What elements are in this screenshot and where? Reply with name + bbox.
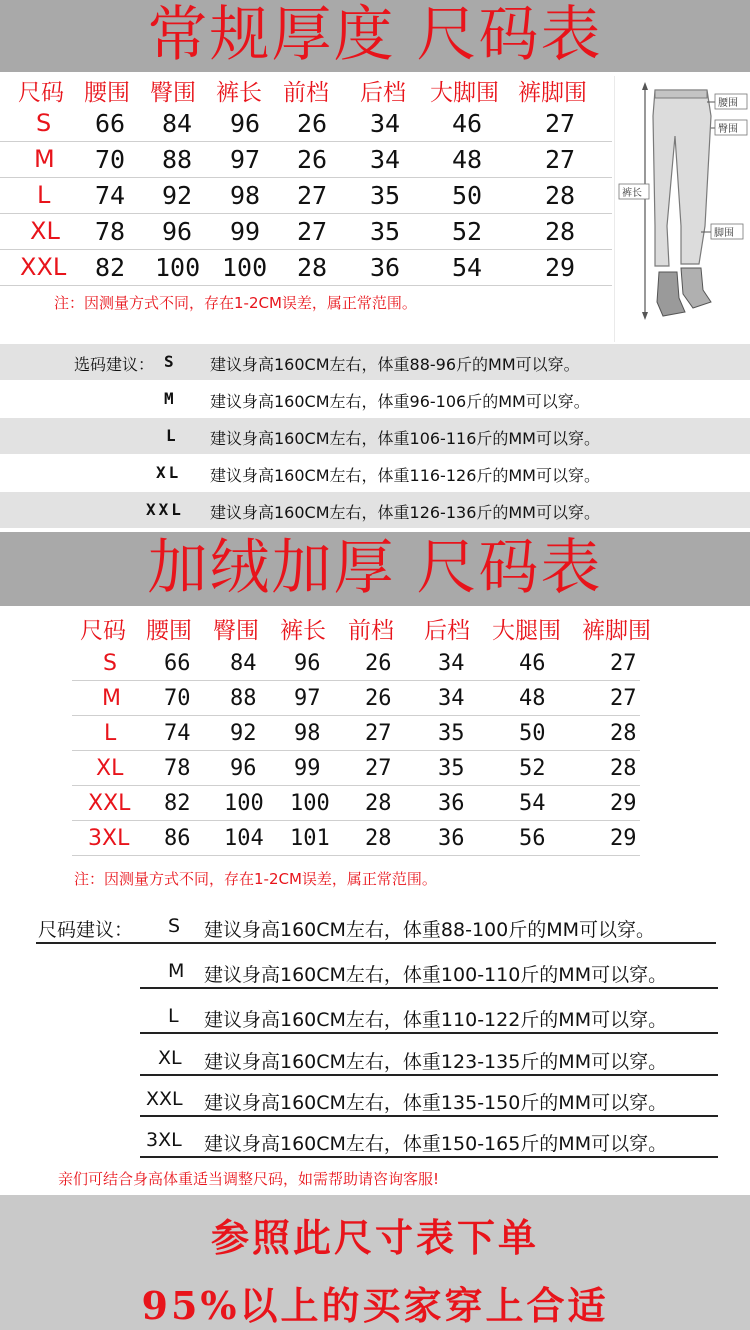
header-thigh: 大腿围	[492, 618, 561, 644]
header-front-rise: 前档	[348, 618, 394, 644]
row-size: XXL	[88, 791, 131, 816]
table-row	[72, 821, 640, 856]
cell: 35	[370, 217, 401, 246]
cell: 78	[95, 217, 126, 246]
cell: 54	[519, 791, 546, 816]
suggest-text: 建议身高160CM左右，体重88-96斤的MM可以穿。	[210, 355, 580, 374]
header-length: 裤长	[216, 80, 262, 106]
cell: 29	[610, 826, 637, 851]
cell: 34	[370, 109, 401, 138]
header-size: 尺码	[18, 80, 64, 106]
cell: 54	[452, 253, 483, 282]
header-size: 尺码	[80, 618, 126, 644]
cell: 29	[545, 253, 576, 282]
footer-line2: 95%以上的买家穿上合适	[141, 1283, 609, 1328]
suggestion-row	[0, 344, 750, 380]
suggest-size: S	[164, 352, 177, 371]
header-back-rise: 后档	[424, 618, 470, 644]
cell: 46	[452, 109, 483, 138]
row-size: 3XL	[88, 826, 130, 851]
cell: 29	[610, 791, 637, 816]
cell: 28	[365, 791, 392, 816]
suggest-text: 建议身高160CM左右，体重88-100斤的MM可以穿。	[204, 919, 656, 941]
cell: 96	[162, 217, 193, 246]
cell: 28	[610, 756, 637, 781]
suggestion-row	[0, 418, 750, 454]
row-size: L	[37, 181, 51, 209]
table-row	[72, 751, 640, 786]
table-row	[0, 178, 612, 214]
suggest-text: 建议身高160CM左右，体重100-110斤的MM可以穿。	[204, 964, 668, 986]
header-hip: 臀围	[150, 80, 196, 106]
cell: 34	[438, 651, 465, 676]
header-hem: 裤脚围	[518, 80, 587, 106]
diagram-label-length: 裤长	[622, 188, 642, 199]
cell: 100	[224, 791, 264, 816]
cell: 92	[162, 181, 193, 210]
cell: 27	[545, 145, 576, 174]
suggest-label: 尺码建议：	[38, 919, 134, 941]
suggestion-row	[0, 455, 750, 491]
cell: 50	[519, 721, 546, 746]
table-row	[72, 681, 640, 716]
cell: 82	[164, 791, 191, 816]
suggestion-row	[140, 998, 718, 1034]
suggest-size: XXL	[146, 1088, 183, 1110]
suggest-size: M	[164, 389, 177, 408]
footer-line1: 参照此尺寸表下单	[210, 1215, 539, 1260]
header-waist: 腰围	[84, 80, 130, 106]
cell: 27	[610, 651, 637, 676]
cell: 27	[365, 721, 392, 746]
cell: 36	[438, 826, 465, 851]
suggest-text: 建议身高160CM左右，体重106-116斤的MM可以穿。	[210, 429, 600, 448]
cell: 100	[222, 253, 268, 282]
suggest-size: XXL	[146, 500, 184, 519]
cell: 35	[370, 181, 401, 210]
table-row	[72, 646, 640, 681]
suggest-size: 3XL	[146, 1129, 182, 1151]
cell: 88	[162, 145, 193, 174]
cell: 52	[452, 217, 483, 246]
cell: 99	[294, 756, 321, 781]
cell: 26	[365, 686, 392, 711]
suggestion-row	[0, 492, 750, 528]
pants-diagram	[614, 76, 750, 342]
row-size: XXL	[20, 253, 67, 281]
row-size: M	[34, 145, 55, 173]
cell: 84	[230, 651, 257, 676]
cell: 86	[164, 826, 191, 851]
cell: 26	[297, 109, 328, 138]
table-row	[0, 142, 612, 178]
cell: 104	[224, 826, 264, 851]
cell: 98	[230, 181, 261, 210]
suggest-size: XL	[156, 463, 182, 482]
row-size: S	[36, 109, 52, 137]
cell: 56	[519, 826, 546, 851]
suggest-size: S	[168, 915, 181, 937]
cell: 99	[230, 217, 261, 246]
cell: 50	[452, 181, 483, 210]
row-size: S	[103, 651, 117, 676]
section2-note: 注：因测量方式不同，存在1-2CM误差，属正常范围。	[74, 870, 437, 888]
table-row	[0, 214, 612, 250]
cell: 52	[519, 756, 546, 781]
adjust-tip: 亲们可结合身高体重适当调整尺码，如需帮助请咨询客服!	[58, 1170, 440, 1188]
cell: 48	[452, 145, 483, 174]
cell: 26	[297, 145, 328, 174]
cell: 26	[365, 651, 392, 676]
cell: 46	[519, 651, 546, 676]
suggestion-row	[140, 1040, 718, 1076]
row-size: XL	[96, 756, 124, 781]
row-size: XL	[30, 217, 60, 245]
suggest-size: XL	[158, 1047, 182, 1069]
cell: 97	[294, 686, 321, 711]
cell: 70	[164, 686, 191, 711]
cell: 96	[230, 109, 261, 138]
suggest-text: 建议身高160CM左右，体重110-122斤的MM可以穿。	[204, 1009, 668, 1031]
pants-illustration	[615, 76, 750, 342]
suggestion-row	[36, 908, 716, 944]
diagram-label-hem: 脚围	[714, 228, 734, 239]
header-length: 裤长	[280, 618, 326, 644]
row-size: L	[104, 721, 117, 746]
cell: 100	[155, 253, 201, 282]
table-row	[0, 106, 612, 142]
suggest-label: 选码建议：	[74, 355, 155, 374]
cell: 100	[290, 791, 330, 816]
cell: 28	[610, 721, 637, 746]
footer-banner	[0, 1195, 750, 1330]
cell: 78	[164, 756, 191, 781]
cell: 82	[95, 253, 126, 282]
cell: 92	[230, 721, 257, 746]
cell: 28	[545, 217, 576, 246]
suggest-text: 建议身高160CM左右，体重150-165斤的MM可以穿。	[204, 1133, 668, 1155]
cell: 28	[545, 181, 576, 210]
cell: 101	[290, 826, 330, 851]
cell: 96	[230, 756, 257, 781]
cell: 70	[95, 145, 126, 174]
cell: 96	[294, 651, 321, 676]
cell: 27	[545, 109, 576, 138]
cell: 74	[164, 721, 191, 746]
header-hem: 裤脚围	[582, 618, 651, 644]
section1-note: 注：因测量方式不同，存在1-2CM误差，属正常范围。	[54, 294, 417, 312]
suggest-size: L	[166, 426, 179, 445]
suggest-text: 建议身高160CM左右，体重135-150斤的MM可以穿。	[204, 1092, 668, 1114]
header-thigh: 大脚围	[430, 80, 499, 106]
suggest-text: 建议身高160CM左右，体重126-136斤的MM可以穿。	[210, 503, 600, 522]
cell: 35	[438, 756, 465, 781]
cell: 28	[297, 253, 328, 282]
header-waist: 腰围	[146, 618, 192, 644]
suggestion-row	[140, 1122, 718, 1158]
cell: 28	[365, 826, 392, 851]
cell: 66	[95, 109, 126, 138]
section2-title: 加绒加厚 尺码表	[147, 533, 603, 603]
diagram-label-hip: 臀围	[718, 124, 738, 135]
cell: 34	[370, 145, 401, 174]
cell: 74	[95, 181, 126, 210]
suggest-size: L	[168, 1005, 179, 1027]
cell: 84	[162, 109, 193, 138]
suggestion-row	[140, 1081, 718, 1117]
section1-title: 常规厚度 尺码表	[147, 0, 603, 70]
suggest-text: 建议身高160CM左右，体重96-106斤的MM可以穿。	[210, 392, 590, 411]
header-back-rise: 后档	[360, 80, 406, 106]
cell: 27	[610, 686, 637, 711]
cell: 35	[438, 721, 465, 746]
cell: 97	[230, 145, 261, 174]
header-hip: 臀围	[213, 618, 259, 644]
suggestion-row	[140, 953, 718, 989]
cell: 27	[365, 756, 392, 781]
cell: 36	[370, 253, 401, 282]
cell: 34	[438, 686, 465, 711]
suggest-text: 建议身高160CM左右，体重123-135斤的MM可以穿。	[204, 1051, 668, 1073]
suggest-text: 建议身高160CM左右，体重116-126斤的MM可以穿。	[210, 466, 600, 485]
table-row	[0, 250, 612, 286]
cell: 27	[297, 181, 328, 210]
table-row	[72, 786, 640, 821]
cell: 98	[294, 721, 321, 746]
cell: 27	[297, 217, 328, 246]
header-front-rise: 前档	[283, 80, 329, 106]
cell: 88	[230, 686, 257, 711]
row-size: M	[102, 686, 121, 711]
suggest-size: M	[168, 960, 185, 982]
cell: 66	[164, 651, 191, 676]
suggestion-row	[0, 381, 750, 417]
diagram-label-waist: 腰围	[718, 98, 738, 109]
cell: 48	[519, 686, 546, 711]
table-row	[72, 716, 640, 751]
cell: 36	[438, 791, 465, 816]
